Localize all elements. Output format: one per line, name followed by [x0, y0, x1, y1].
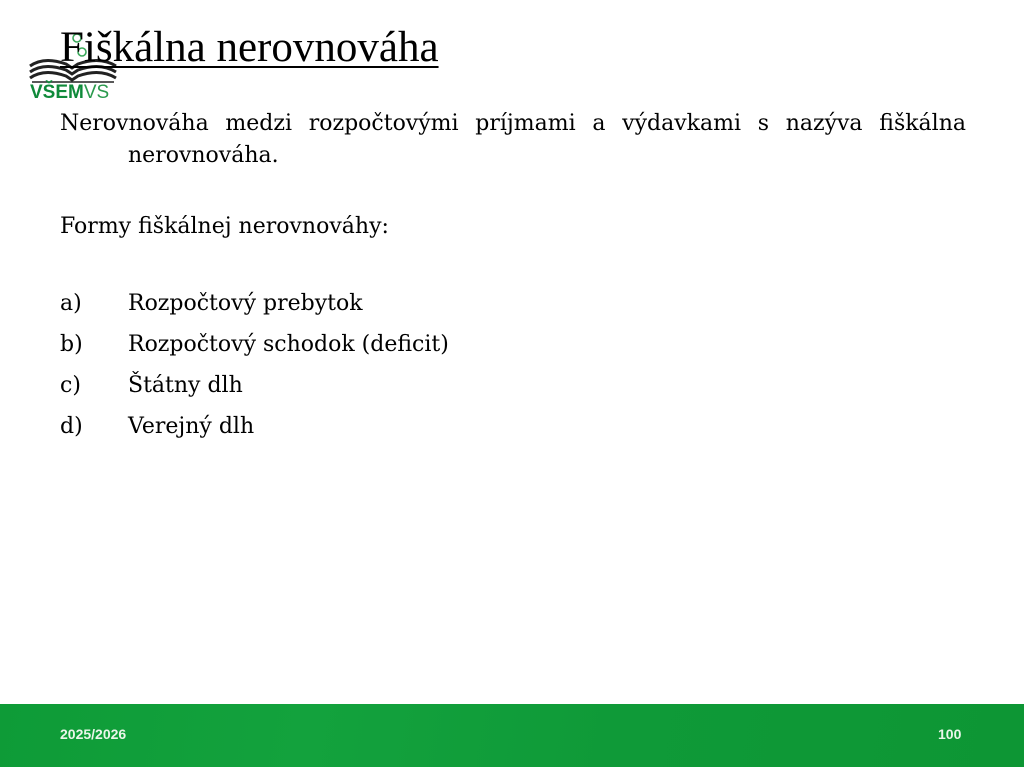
slide-title: Fiškálna nerovnováha — [60, 24, 439, 71]
forms-heading: Formy fiškálnej nerovnováhy: — [60, 214, 389, 239]
logo-text: VŠEMVS — [30, 82, 110, 103]
footer-bar — [0, 704, 1024, 767]
list-item — [60, 370, 966, 411]
list-marker: a) — [60, 291, 82, 316]
list-marker: d) — [60, 414, 83, 439]
forms-list — [60, 288, 966, 452]
list-item-text: Rozpočtový prebytok — [128, 291, 363, 316]
list-marker: c) — [60, 373, 81, 398]
definition-paragraph: Nerovnováha medzi rozpočtovými príjmami a výdavkami s nazýva fiškálna nerovnováha. — [60, 111, 966, 168]
list-item — [60, 288, 966, 329]
list-item — [60, 329, 966, 370]
list-item-text: Verejný dlh — [128, 414, 255, 439]
list-item-text: Štátny dlh — [128, 373, 243, 398]
list-item-text: Rozpočtový schodok (deficit) — [128, 332, 449, 357]
page-number: 100 — [938, 726, 962, 742]
list-item — [60, 411, 966, 452]
list-marker: b) — [60, 332, 83, 357]
academic-year: 2025/2026 — [60, 726, 127, 742]
slide-body — [60, 108, 966, 452]
